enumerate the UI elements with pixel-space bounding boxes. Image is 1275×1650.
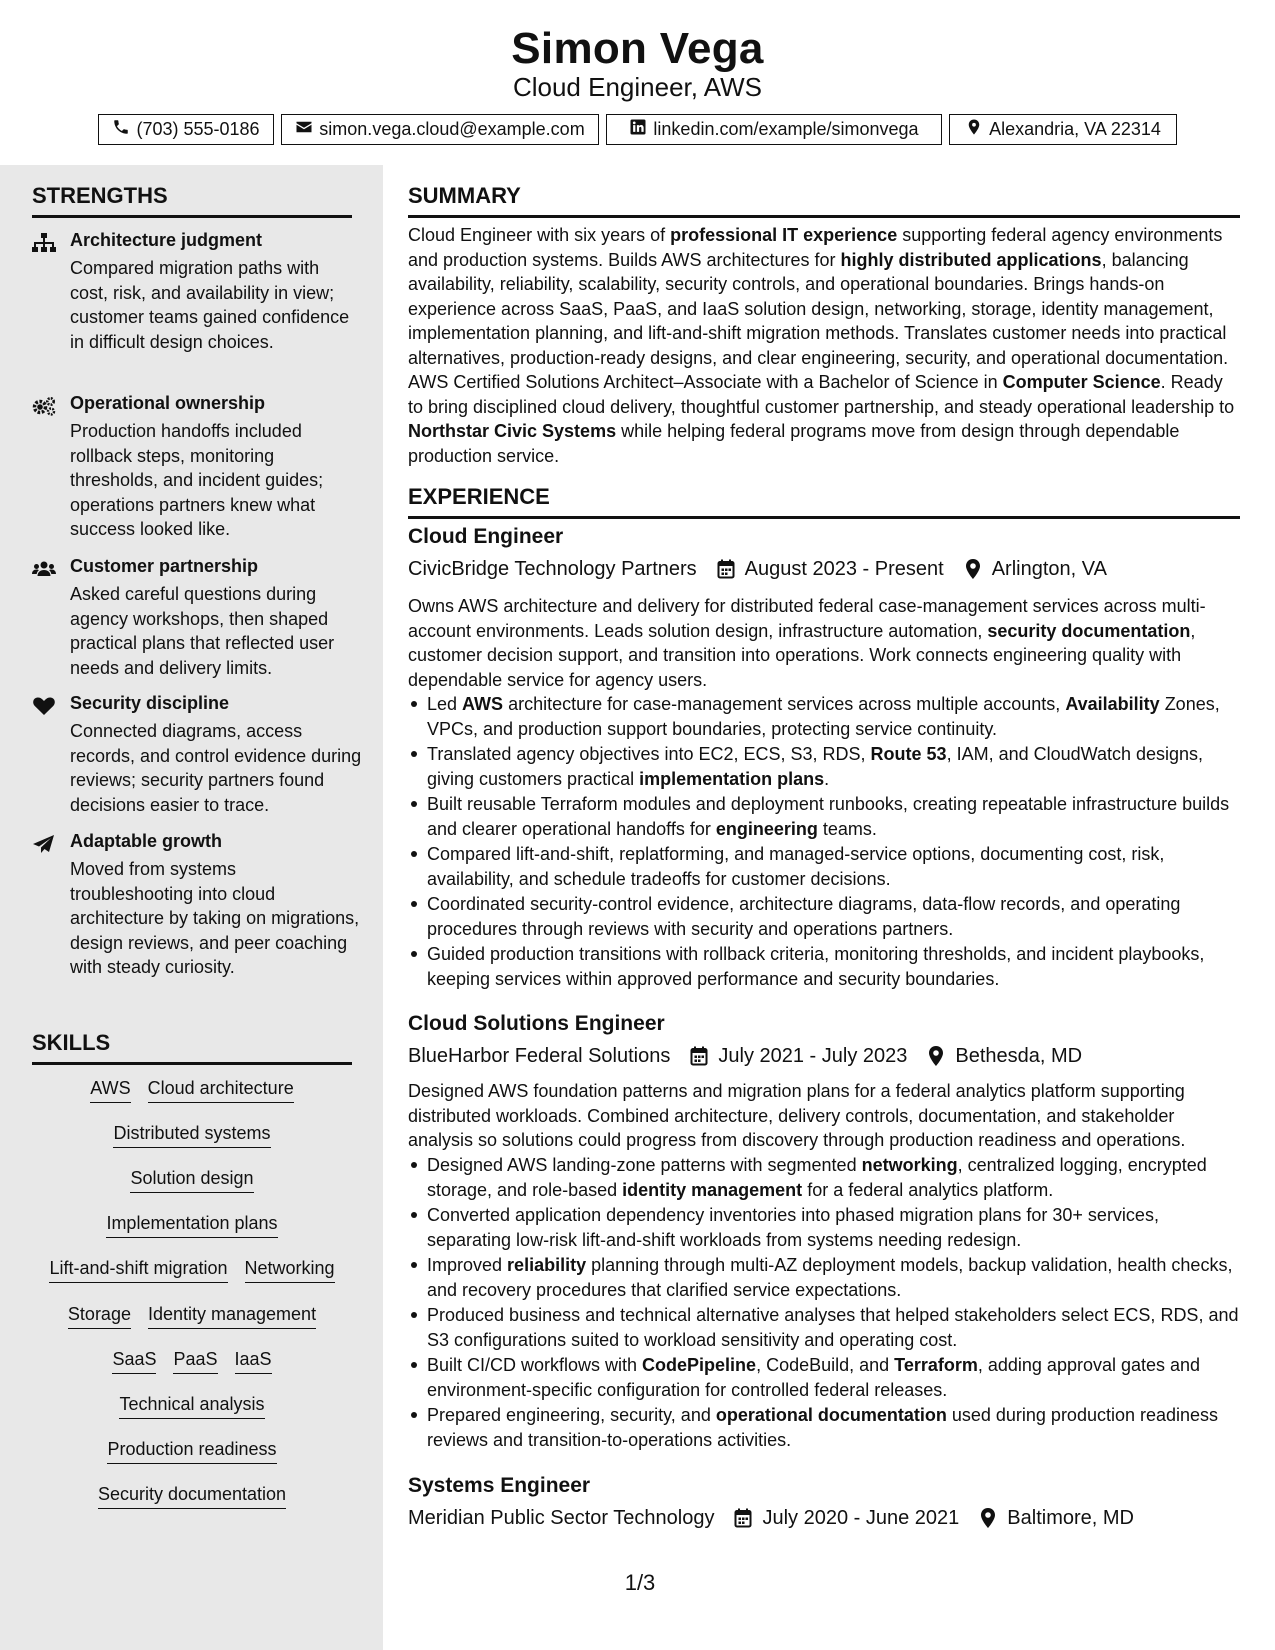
skill-tag: Storage <box>68 1304 131 1329</box>
strength-desc: Asked careful questions during agency workshops, then shaped practical plans that reflected user needs and delivery limits. <box>70 584 335 678</box>
bullet-item: Prepared engineering, security, and operational documentation used during production readiness reviews and transition-to-operations activities. <box>408 1403 1240 1452</box>
contact-linkedin[interactable] <box>606 114 942 145</box>
location-pin-icon <box>927 1046 945 1066</box>
skill-row <box>32 1258 352 1283</box>
bullet-item: Designed AWS landing-zone patterns with segmented networking, centralized logging, encrypted storage, and role-based identity management for a federal analytics platform. <box>408 1153 1240 1202</box>
bullet-item: Built reusable Terraform modules and deployment runbooks, creating repeatable infrastructure builds and clearer operational handoffs for engineering teams. <box>408 792 1240 841</box>
strength-desc: Connected diagrams, access records, and control evidence during reviews; security partners found decisions easier to trace. <box>70 721 362 815</box>
bullet-item: Led AWS architecture for case-management services across multiple accounts, Availability Zones, VPCs, and production support boundaries, protecting service continuity. <box>408 692 1240 741</box>
sitemap-icon <box>32 233 56 253</box>
skill-row <box>32 1349 352 1374</box>
bullet-item: Produced business and technical alternative analyses that helped stakeholders select ECS, RDS, and S3 configurations suited to workload sensitivity and operating cost. <box>408 1303 1240 1352</box>
phone-icon <box>112 118 130 141</box>
skills-heading: SKILLS <box>32 1030 352 1065</box>
calendar-icon <box>690 1046 708 1066</box>
job-title: Cloud Solutions Engineer <box>408 1012 665 1035</box>
contact-linkedin-text: linkedin.com/example/simonvega <box>653 119 919 139</box>
skill-tag: Identity management <box>148 1304 316 1329</box>
job-dates: July 2020 - June 2021 <box>762 1506 960 1529</box>
skill-tag: PaaS <box>173 1349 217 1374</box>
skill-tag: Security documentation <box>98 1484 286 1509</box>
strength-title: Operational ownership <box>70 393 266 413</box>
contact-bar <box>0 114 1275 145</box>
skill-tag: Solution design <box>130 1168 253 1193</box>
gears-icon <box>32 396 56 416</box>
job-location: Bethesda, MD <box>955 1044 1083 1067</box>
contact-location <box>949 114 1177 145</box>
skill-row <box>32 1439 352 1464</box>
job-bullets <box>408 1153 1240 1453</box>
bullet-item: Built CI/CD workflows with CodePipeline, CodeBuild, and Terraform, adding approval gates and environment-specific configuration for controlled federal releases. <box>408 1353 1240 1402</box>
job-meta <box>408 1043 1082 1069</box>
users-icon <box>32 559 56 579</box>
skill-row <box>32 1304 352 1329</box>
job-title: Systems Engineer <box>408 1474 591 1497</box>
skill-row <box>32 1213 352 1238</box>
skill-tag: Distributed systems <box>113 1123 270 1148</box>
strength-desc: Production handoffs included rollback steps, monitoring thresholds, and incident guides; operations partners knew what success looked like. <box>70 421 324 539</box>
job-location: Baltimore, MD <box>1007 1506 1134 1529</box>
location-pin-icon <box>964 559 982 579</box>
strength-title: Security discipline <box>70 693 230 713</box>
job-company: BlueHarbor Federal Solutions <box>408 1044 671 1067</box>
paper-plane-icon <box>32 834 56 854</box>
location-pin-icon <box>965 118 983 141</box>
strength-title: Architecture judgment <box>70 230 263 250</box>
job-title: Cloud Engineer <box>408 525 564 548</box>
job-dates: July 2021 - July 2023 <box>718 1044 908 1067</box>
candidate-name: Simon Vega <box>511 24 764 73</box>
bullet-item: Improved reliability planning through multi-AZ deployment models, backup validation, health checks, and recovery procedures that clarified service expectations. <box>408 1253 1240 1302</box>
job-meta <box>408 556 1107 582</box>
candidate-role: Cloud Engineer, AWS <box>512 72 763 102</box>
skill-tag: Production readiness <box>107 1439 276 1464</box>
bullet-item: Compared lift-and-shift, replatforming, and managed-service options, documenting cost, risk, availability, and schedule tradeoffs for customer decisions. <box>408 842 1240 891</box>
location-pin-icon <box>979 1508 997 1528</box>
job-dates: August 2023 - Present <box>744 557 944 580</box>
skill-tag: AWS <box>90 1078 130 1103</box>
summary-text: Cloud Engineer with six years of professional IT experience supporting federal agency environments and production systems. Builds AWS architectures for highly distributed applications, balancing availability, reliability, scalability, security controls, and operational boundaries. Brings hands-on experience across SaaS, PaaS, and IaaS solution design, networking, storage, identity management, implementation planning, and lift-and-shift migration methods. Translates customer needs into practical alternatives, production-ready designs, and clear engineering, security, and operational documentation. AWS Certified Solutions Architect–Associate with a Bachelor of Science in Computer Science. Ready to bring disciplined cloud delivery, thoughtful customer partnership, and steady operational leadership to Northstar Civic Systems while helping federal programs move from design through dependable production service. <box>408 225 1235 466</box>
calendar-icon <box>734 1508 752 1528</box>
contact-email[interactable] <box>281 114 599 145</box>
contact-phone[interactable] <box>98 114 274 145</box>
job-company: CivicBridge Technology Partners <box>408 557 697 580</box>
envelope-icon <box>295 118 313 141</box>
skill-row <box>32 1394 352 1419</box>
contact-email-text: simon.vega.cloud@example.com <box>319 119 585 139</box>
skill-tag: IaaS <box>235 1349 272 1374</box>
job-meta <box>408 1505 1134 1531</box>
strength-title: Adaptable growth <box>70 831 222 851</box>
skill-tag: Networking <box>245 1258 335 1283</box>
strengths-heading: STRENGTHS <box>32 183 352 218</box>
job-summary: Designed AWS foundation patterns and migration plans for a federal analytics platform supporting distributed workloads. Combined architecture, delivery controls, documentation, and stakeholder analysis so solutions could progress from discovery through production readiness and operations. <box>408 1081 1186 1150</box>
heart-icon <box>32 696 56 716</box>
bullet-item: Translated agency objectives into EC2, ECS, S3, RDS, Route 53, IAM, and CloudWatch designs, giving customers practical implementation plans. <box>408 742 1240 791</box>
bullet-item: Converted application dependency inventories into phased migration plans for 30+ services, separating low-risk lift-and-shift workloads from systems needing redesign. <box>408 1203 1240 1252</box>
experience-heading: EXPERIENCE <box>408 484 1240 519</box>
bullet-item: Coordinated security-control evidence, architecture diagrams, data-flow records, and operating procedures through reviews with security and operations partners. <box>408 892 1240 941</box>
job-company: Meridian Public Sector Technology <box>408 1506 715 1529</box>
skill-tag: Technical analysis <box>119 1394 264 1419</box>
job-bullets <box>408 692 1240 992</box>
job-location: Arlington, VA <box>991 557 1107 580</box>
strength-desc: Moved from systems troubleshooting into cloud architecture by taking on migrations, design reviews, and peer coaching with steady curiosity. <box>70 859 360 977</box>
skill-row <box>32 1078 352 1103</box>
page-number: 1/3 <box>624 1570 656 1595</box>
strength-title: Customer partnership <box>70 556 259 576</box>
bullet-item: Guided production transitions with rollback criteria, monitoring thresholds, and incident playbooks, keeping services within approved performance and security boundaries. <box>408 942 1240 991</box>
skill-tag: Cloud architecture <box>148 1078 294 1103</box>
linkedin-icon <box>629 118 647 141</box>
calendar-icon <box>717 559 735 579</box>
contact-phone-text: (703) 555-0186 <box>136 119 260 139</box>
summary-heading: SUMMARY <box>408 183 1240 218</box>
skill-tag: Lift-and-shift migration <box>49 1258 227 1283</box>
skill-row <box>32 1484 352 1509</box>
skill-tag: SaaS <box>112 1349 156 1374</box>
skill-row <box>32 1123 352 1148</box>
skill-tag: Implementation plans <box>106 1213 277 1238</box>
strength-desc: Compared migration paths with cost, risk, and availability in view; customer teams gained confidence in difficult design choices. <box>70 258 350 352</box>
skill-row <box>32 1168 352 1193</box>
job-summary: Owns AWS architecture and delivery for distributed federal case-management services across multi-account environments. Leads solution design, infrastructure automation, security documentation, customer decision support, and transition into operations. Work connects engineering quality with dependable service for agency users. <box>408 596 1206 690</box>
contact-location-text: Alexandria, VA 22314 <box>989 119 1161 139</box>
